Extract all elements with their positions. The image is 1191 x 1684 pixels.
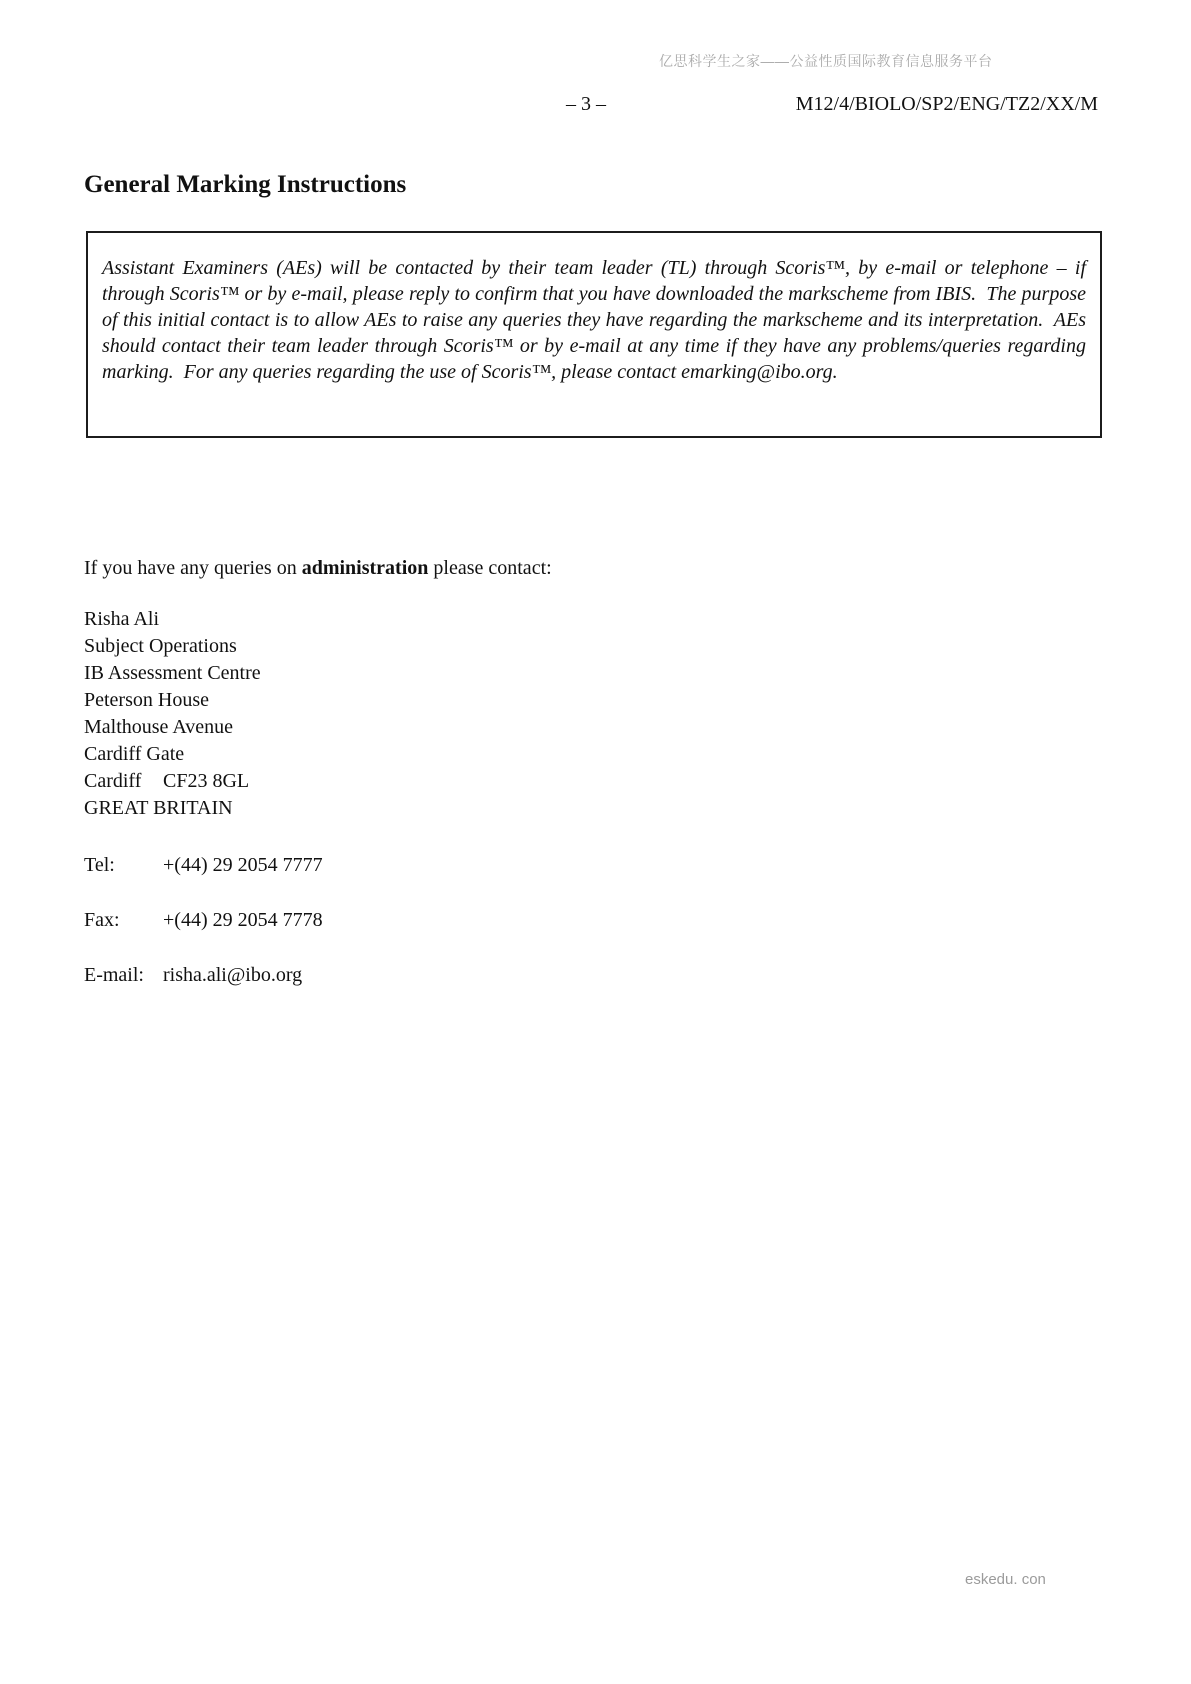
- city-name: Cardiff: [84, 770, 142, 792]
- paper-code: M12/4/BIOLO/SP2/ENG/TZ2/XX/M: [795, 93, 1098, 115]
- address-line-city: [84, 768, 261, 795]
- address-line-name: Risha Ali: [84, 608, 160, 630]
- fax-label: Fax:: [84, 909, 120, 931]
- address-line-house: Peterson House: [84, 689, 209, 711]
- address-line-street: Malthouse Avenue: [84, 716, 234, 738]
- examiner-notice-box: [86, 231, 1102, 438]
- page-title: General Marking Instructions: [84, 171, 407, 198]
- city-postcode: CF23 8GL: [163, 770, 250, 792]
- contact-intro-suffix: please contact:: [428, 557, 552, 579]
- email-label: E-mail:: [84, 964, 144, 986]
- contact-intro-prefix: If you have any queries on: [84, 557, 302, 579]
- footer-watermark: eskedu. con: [965, 1571, 1046, 1588]
- address-line-country: GREAT BRITAIN: [84, 797, 233, 819]
- address-block: [84, 606, 261, 822]
- contact-intro-bold: administration: [301, 557, 429, 579]
- fax-number: +(44) 29 2054 7778: [163, 909, 323, 931]
- page-number: – 3 –: [566, 93, 606, 115]
- email-row: [84, 962, 302, 988]
- address-line-centre: IB Assessment Centre: [84, 662, 261, 684]
- contact-intro: [84, 555, 552, 581]
- telephone-row: [84, 852, 323, 878]
- telephone-number: +(44) 29 2054 7777: [163, 854, 323, 876]
- address-line-dept: Subject Operations: [84, 635, 237, 657]
- examiner-notice-text: Assistant Examiners (AEs) will be contacted by their team leader (TL) through Scoris™, by e-mail or telephone – if through Scoris™ or by e-mail, please reply to confirm that you have downloaded the markscheme from IBIS. The purpose of this initial contact is to allow AEs to raise any queries they have regarding the markscheme and its interpretation. AEs should contact their team leader through Scoris™ or by e-mail at any time if they have any problems/queries regarding marking. For any queries regarding the use of Scoris™, please contact emarking@ibo.org.: [102, 257, 1091, 383]
- address-line-area: Cardiff Gate: [84, 743, 185, 765]
- header-watermark: 亿思科学生之家——公益性质国际教育信息服务平台: [659, 53, 993, 69]
- fax-row: [84, 907, 323, 933]
- email-address: risha.ali@ibo.org: [163, 964, 303, 986]
- telephone-label: Tel:: [84, 854, 115, 876]
